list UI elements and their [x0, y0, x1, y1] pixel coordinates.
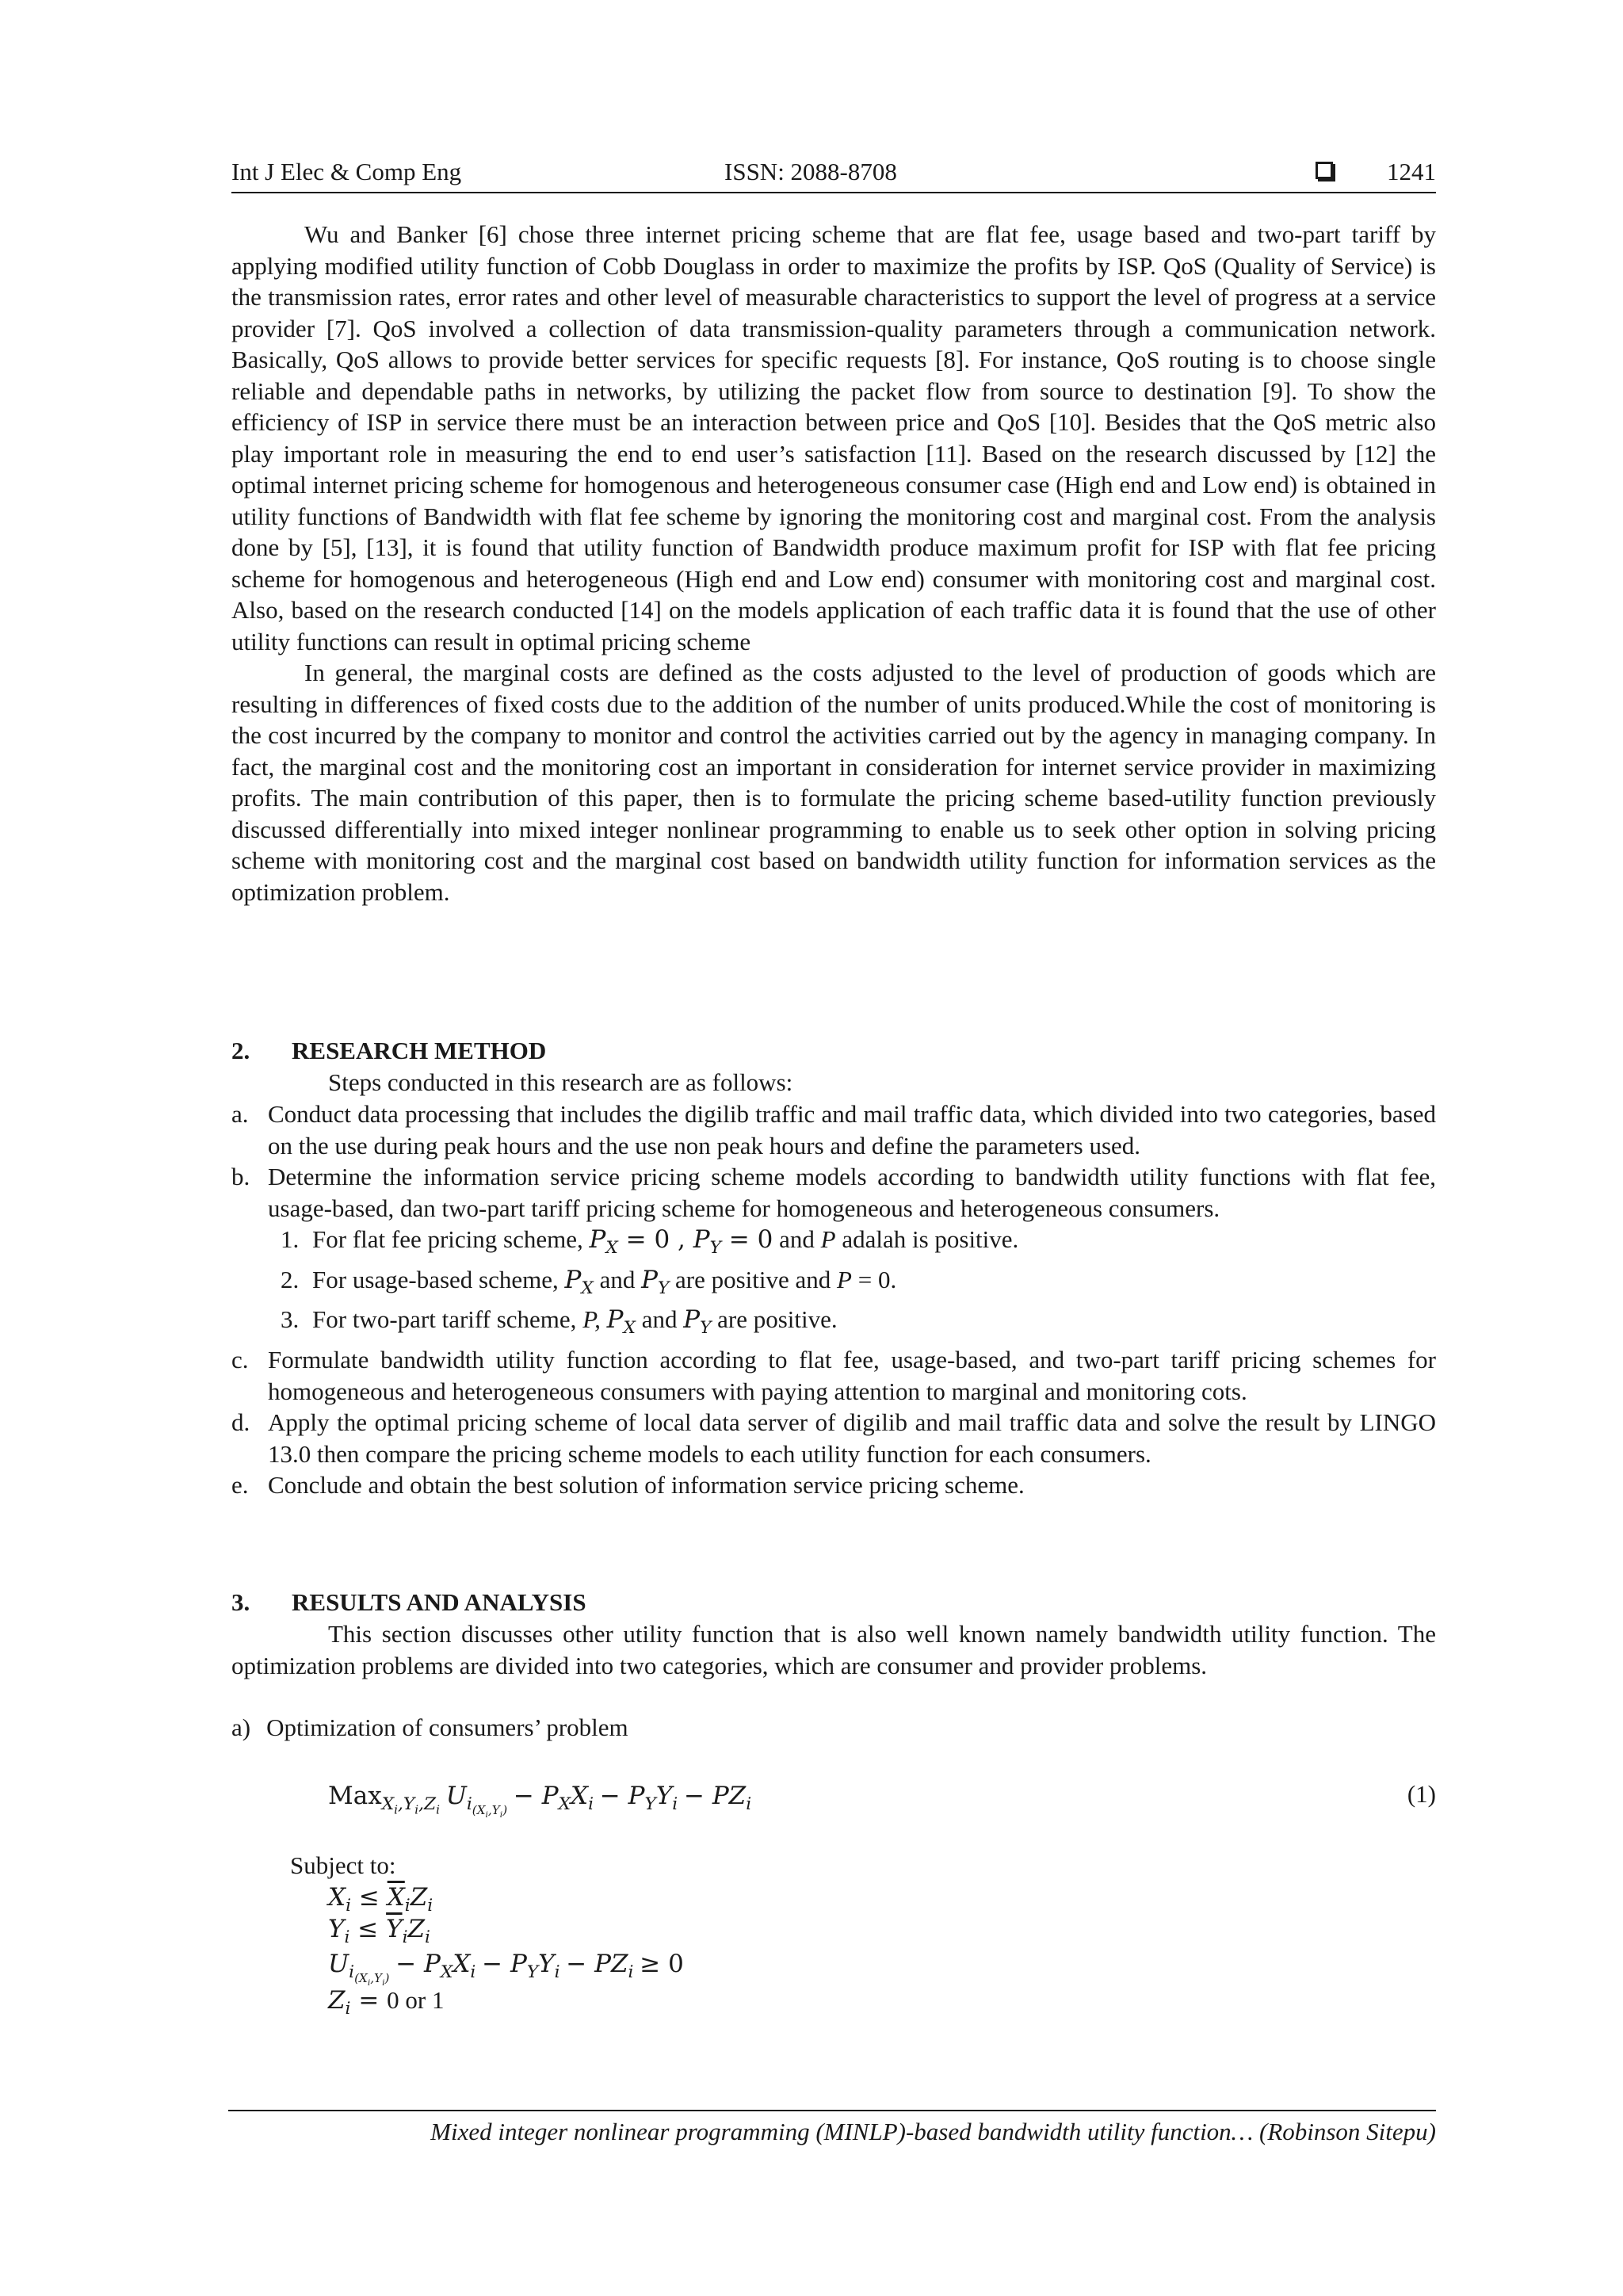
item-a — [231, 1712, 628, 1744]
constraint-x: $X_i \le \overline{X}_iZ_i$ — [328, 1883, 433, 1916]
list-marker: c. — [231, 1346, 249, 1374]
math-p: P — [820, 1225, 836, 1253]
math-py: $P_Y$ — [683, 1305, 712, 1339]
sublist-text-pre: For flat fee pricing scheme, — [312, 1225, 590, 1253]
section-title: RESULTS AND ANALYSIS — [292, 1588, 586, 1616]
constraint-binary-values: 0 or 1 — [387, 1986, 445, 2014]
list-item — [231, 1098, 1436, 1161]
running-footer: Mixed integer nonlinear programming (MINLP)-based bandwidth utility function… (Robinson Sitepu) — [430, 2118, 1436, 2145]
list-item — [231, 1344, 1436, 1407]
math-px: $P_X$ — [564, 1265, 594, 1298]
sublist-marker: 3. — [281, 1305, 300, 1334]
paragraph-1: Wu and Banker [6] chose three internet pricing scheme that are flat fee, usage based and two-part tariff by applying modified utility function of Cobb Douglass in order to maximize the profits by ISP. QoS (Quality of Service) is the transmission rates, error rates and other level of measurable characteristics to support the level of progress at a service provider [7]. QoS involved a collection of data transmission-quality parameters through a communication network. Basically, QoS allows to provide better services for specific requests [8]. For instance, QoS routing is to choose single reliable and dependable paths in networks, by utilizing the packet flow from source to destination [9]. To show the efficiency of ISP in service there must be an interaction between price and QoS [10]. Besides that the QoS metric also play important role in measuring the end to end user’s satisfaction [11]. Based on the research discussed by [12] the optimal internet pricing scheme for homogenous and heterogeneous consumer case (High end and Low end) is obtained in utility functions of Bandwidth with flat fee scheme by ignoring the monitoring cost and marginal cost. From the analysis done by [5], [13], it is found that utility function of Bandwidth produce maximum profit for ISP with flat fee pricing scheme for homogenous and heterogeneous (High end and Low end) consumer with monitoring cost and marginal cost. Also, based on the research conducted [14] on the models application of each traffic data it is found that the use of other utility functions can result in optimal pricing scheme — [231, 220, 1436, 655]
list-item-text: Conduct data processing that includes the digilib traffic and mail traffic data, which divided into two categories, based on the use during peak hours and the use non peak hours and define the parameters used. — [268, 1100, 1436, 1159]
sublist-marker: 1. — [281, 1225, 300, 1253]
list-marker: d. — [231, 1408, 250, 1437]
footer-rule — [228, 2110, 1436, 2111]
list-marker: b. — [231, 1163, 250, 1190]
list-item — [231, 1469, 1436, 1501]
list-item-text: Formulate bandwidth utility function according to flat fee, usage-based, and two-part tariff pricing schemes for homogeneous and heterogeneous consumers with paying attention to marginal and monitoring cots. — [268, 1346, 1436, 1405]
list-item-text: Determine the information service pricing scheme models according to bandwidth utility functions with flat fee, usage-based, dan two-part tariff pricing scheme for homogeneous and heterogeneous consumers. — [268, 1163, 1436, 1222]
sublist-marker: 2. — [281, 1265, 300, 1293]
equation-number: (1) — [1407, 1780, 1436, 1808]
issn: ISSN: 2088-8708 — [724, 158, 897, 185]
sublist-text-pre: For two-part tariff scheme, — [312, 1305, 583, 1334]
pricing-scheme-sublist — [268, 1224, 1436, 1344]
item-a-text: Optimization of consumers’ problem — [266, 1713, 628, 1741]
math-px: $P_X$ — [606, 1305, 636, 1339]
sublist-text-post: and — [635, 1305, 684, 1334]
square-icon — [1316, 162, 1333, 179]
section-2-heading — [231, 1035, 546, 1067]
list-item-text: Apply the optimal pricing scheme of local data server of digilib and mail traffic data and solve the result by LINGO 13.0 then compare the pricing scheme models to each utility function for each consumers. — [268, 1408, 1436, 1468]
sublist-text-tail: are positive. — [711, 1305, 838, 1334]
constraint-y: $Y_i \le \overline{Y}_iZ_i$ — [328, 1915, 430, 1948]
list-item — [231, 1161, 1436, 1344]
section-title: RESEARCH METHOD — [292, 1037, 547, 1064]
section-3-intro: This section discusses other utility function that is also well known namely bandwidth utility function. The optimization problems are divided into two categories, which are consumer and provider problems. — [231, 1620, 1436, 1679]
constraint-utility: $U_{i_{(X_i,Y_i)}} - P_XX_i - P_YY_i - PZ_i \ge 0$ — [328, 1950, 684, 1988]
sublist-item — [268, 1264, 1436, 1305]
sublist-text-tail: = 0. — [851, 1265, 897, 1293]
page-number: 1241 — [1387, 158, 1436, 185]
journal-name: Int J Elec & Comp Eng — [231, 158, 462, 185]
objective-equation: Max$_{X_i,Y_i,Z_i}$ $U_{i_{(X_i,Y_i)}} - P_XX_i - P_YY_i - PZ_i$ — [328, 1782, 752, 1820]
sublist-text-post: are positive and — [669, 1265, 838, 1293]
math-p: P, — [582, 1305, 607, 1334]
section-3-heading — [231, 1587, 586, 1618]
section-number: 2. — [231, 1037, 250, 1064]
sublist-text-mid: and — [593, 1265, 642, 1293]
constraint-binary: $Z_i = 0$ or 1 — [328, 1986, 445, 2019]
sublist-item — [268, 1304, 1436, 1344]
list-item — [231, 1407, 1436, 1469]
math-py: $P_Y$ — [641, 1265, 670, 1298]
sublist-text-tail: adalah is positive. — [835, 1225, 1019, 1253]
section-number: 3. — [231, 1588, 250, 1616]
running-header — [231, 152, 1436, 192]
list-marker: e. — [231, 1471, 249, 1499]
intro-body — [231, 219, 1436, 907]
item-a-marker: a) — [231, 1713, 251, 1741]
math-p: P — [837, 1265, 852, 1293]
method-steps-list — [231, 1098, 1436, 1501]
math-px: $P_X$ — [589, 1225, 618, 1259]
list-item-text: Conclude and obtain the best solution of information service pricing scheme. — [268, 1471, 1025, 1499]
section-2-intro: Steps conducted in this research are as follows: — [328, 1068, 793, 1096]
sublist-text-post: and — [773, 1225, 821, 1253]
header-rule — [231, 192, 1436, 193]
sublist-text-pre: For usage-based scheme, — [312, 1265, 565, 1293]
paragraph-2: In general, the marginal costs are defined as the costs adjusted to the level of production of goods which are resulting in differences of fixed costs due to the addition of the number of units produced.While the cost of monitoring is the cost incurred by the company to monitor and control the activities carried out by the agency in managing company. In fact, the marginal cost and the monitoring cost an important in consideration for internet service provider in maximizing profits. The main contribution of this paper, then is to formulate the pricing scheme based-utility function previously discussed differentially into mixed integer nonlinear programming to enable us to seek other option in solving pricing scheme with monitoring cost and the marginal cost based on bandwidth utility function for information services as the optimization problem. — [231, 659, 1436, 906]
sublist-item: 1. For flat fee pricing scheme, $P_X = 0$ , $P_Y = 0$ and P adalah is positive. — [281, 1225, 1019, 1259]
math-py: $P_Y$ — [693, 1225, 721, 1259]
list-marker: a. — [231, 1100, 249, 1128]
subject-to-label: Subject to: — [290, 1851, 396, 1879]
section-3-body — [231, 1618, 1436, 1681]
